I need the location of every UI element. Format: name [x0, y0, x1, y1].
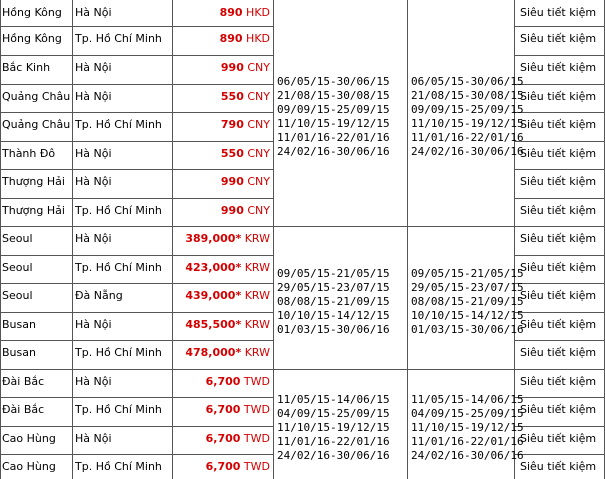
price-value: 990 [220, 61, 244, 74]
price-cell [172, 175, 270, 189]
table-border [0, 169, 273, 170]
destination-cell: Thành Đô [2, 147, 56, 160]
currency-code: CNY [243, 204, 270, 217]
table-border [0, 112, 273, 113]
table-border [407, 0, 408, 479]
origin-cell: Tp. Hồ Chí Minh [75, 118, 162, 131]
price-cell [172, 403, 270, 417]
price-cell [172, 460, 270, 474]
table-border [0, 198, 273, 199]
table-border [273, 369, 514, 370]
travel-period-cell: 06/05/15-30/06/15 21/08/15-30/08/15 09/09/15-25/09/15 11/10/15-19/12/15 11/01/16-22/01/16 24/02/16-30/06/16 [277, 75, 390, 158]
price-value: 990 [220, 175, 244, 188]
origin-cell: Hà Nội [75, 432, 112, 445]
price-value: 478,000* [185, 346, 242, 359]
destination-cell: Thượng Hải [2, 204, 65, 217]
origin-cell: Hà Nội [75, 6, 112, 19]
fare-class-cell: Siêu tiết kiệm [520, 403, 597, 416]
price-value: 890 [219, 32, 243, 45]
currency-code: KRW [241, 232, 270, 245]
fare-class-cell: Siêu tiết kiệm [520, 32, 597, 45]
fare-class-cell: Siêu tiết kiệm [520, 90, 597, 103]
fare-class-cell: Siêu tiết kiệm [520, 460, 597, 473]
destination-cell: Busan [2, 318, 36, 331]
origin-cell: Hà Nội [75, 175, 112, 188]
price-value: 439,000* [185, 289, 242, 302]
price-cell [172, 261, 270, 275]
origin-cell: Đà Nẵng [75, 289, 123, 302]
origin-cell: Hà Nội [75, 375, 112, 388]
price-value: 790 [220, 118, 244, 131]
fare-class-cell: Siêu tiết kiệm [520, 204, 597, 217]
sale-period-cell: 11/05/15-14/06/15 04/09/15-25/09/15 11/10/15-19/12/15 11/01/16-22/01/16 24/02/16-30/06/16 [411, 393, 524, 462]
price-cell [172, 318, 270, 332]
currency-code: KRW [241, 346, 270, 359]
currency-code: HKD [242, 6, 270, 19]
origin-cell: Tp. Hồ Chí Minh [75, 261, 162, 274]
sale-period-cell: 09/05/15-21/05/15 29/05/15-23/07/15 08/08/15-21/09/15 10/10/15-14/12/15 01/03/15-30/06/16 [411, 267, 524, 336]
currency-code: TWD [240, 432, 270, 445]
destination-cell: Hồng Kông [2, 6, 62, 19]
table-border [514, 112, 605, 113]
price-cell [172, 32, 270, 46]
price-value: 423,000* [185, 261, 242, 274]
price-cell [172, 289, 270, 303]
table-border [514, 198, 605, 199]
fare-class-cell: Siêu tiết kiệm [520, 147, 597, 160]
price-cell [172, 232, 270, 246]
currency-code: TWD [240, 403, 270, 416]
price-value: 389,000* [185, 232, 242, 245]
table-border [514, 454, 605, 455]
currency-code: KRW [241, 261, 270, 274]
destination-cell: Bắc Kinh [2, 61, 51, 74]
price-cell [172, 118, 270, 132]
table-border [0, 454, 273, 455]
currency-code: KRW [241, 289, 270, 302]
fare-class-cell: Siêu tiết kiệm [520, 289, 597, 302]
table-border [0, 84, 273, 85]
price-value: 990 [220, 204, 244, 217]
fare-class-cell: Siêu tiết kiệm [520, 318, 597, 331]
table-border [0, 312, 273, 313]
destination-cell: Cao Hùng [2, 460, 56, 473]
price-value: 550 [220, 90, 244, 103]
destination-cell: Đài Bắc [2, 403, 45, 416]
fare-class-cell: Siêu tiết kiệm [520, 118, 597, 131]
table-border [0, 226, 273, 227]
table-border [514, 369, 605, 370]
origin-cell: Hà Nội [75, 147, 112, 160]
price-cell [172, 147, 270, 161]
currency-code: HKD [242, 32, 270, 45]
table-border [0, 26, 273, 27]
price-value: 550 [220, 147, 244, 160]
fare-class-cell: Siêu tiết kiệm [520, 375, 597, 388]
price-cell [172, 6, 270, 20]
fare-class-cell: Siêu tiết kiệm [520, 61, 597, 74]
table-border [0, 340, 273, 341]
price-value: 6,700 [205, 432, 241, 445]
table-border [514, 226, 605, 227]
destination-cell: Thượng Hải [2, 175, 65, 188]
price-cell [172, 204, 270, 218]
destination-cell: Đài Bắc [2, 375, 45, 388]
table-border [514, 312, 605, 313]
price-value: 6,700 [205, 403, 241, 416]
sale-period-cell: 06/05/15-30/06/15 21/08/15-30/08/15 09/09/15-25/09/15 11/10/15-19/12/15 11/01/16-22/01/16 24/02/16-30/06/16 [411, 75, 524, 158]
table-border [273, 226, 514, 227]
table-border [0, 426, 273, 427]
origin-cell: Tp. Hồ Chí Minh [75, 403, 162, 416]
origin-cell: Hà Nội [75, 61, 112, 74]
currency-code: CNY [243, 147, 270, 160]
currency-code: TWD [240, 375, 270, 388]
currency-code: CNY [243, 118, 270, 131]
travel-period-cell: 11/05/15-14/06/15 04/09/15-25/09/15 11/10/15-19/12/15 11/01/16-22/01/16 24/02/16-30/06/16 [277, 393, 390, 462]
destination-cell: Seoul [2, 261, 33, 274]
table-border [0, 141, 273, 142]
table-border [0, 369, 273, 370]
table-border [514, 426, 605, 427]
destination-cell: Quảng Châu [2, 90, 71, 103]
price-value: 6,700 [205, 460, 241, 473]
currency-code: CNY [243, 61, 270, 74]
destination-cell: Cao Hùng [2, 432, 56, 445]
destination-cell: Hồng Kông [2, 32, 62, 45]
origin-cell: Hà Nội [75, 90, 112, 103]
price-value: 6,700 [205, 375, 241, 388]
table-border [0, 255, 273, 256]
price-cell [172, 61, 270, 75]
currency-code: CNY [243, 175, 270, 188]
currency-code: KRW [241, 318, 270, 331]
destination-cell: Quảng Châu [2, 118, 71, 131]
origin-cell: Tp. Hồ Chí Minh [75, 346, 162, 359]
table-border [514, 397, 605, 398]
fare-class-cell: Siêu tiết kiệm [520, 261, 597, 274]
fare-class-cell: Siêu tiết kiệm [520, 175, 597, 188]
table-border [514, 141, 605, 142]
table-border [0, 55, 273, 56]
travel-period-cell: 09/05/15-21/05/15 29/05/15-23/07/15 08/08/15-21/09/15 10/10/15-14/12/15 01/03/15-30/06/16 [277, 267, 390, 336]
price-value: 485,500* [185, 318, 242, 331]
price-cell [172, 375, 270, 389]
origin-cell: Tp. Hồ Chí Minh [75, 460, 162, 473]
price-cell [172, 90, 270, 104]
table-border [514, 169, 605, 170]
price-cell [172, 432, 270, 446]
destination-cell: Busan [2, 346, 36, 359]
origin-cell: Tp. Hồ Chí Minh [75, 204, 162, 217]
fare-class-cell: Siêu tiết kiệm [520, 346, 597, 359]
price-cell [172, 346, 270, 360]
table-border [0, 397, 273, 398]
origin-cell: Hà Nội [75, 318, 112, 331]
origin-cell: Tp. Hồ Chí Minh [75, 32, 162, 45]
destination-cell: Seoul [2, 289, 33, 302]
table-border [72, 0, 73, 479]
table-border [514, 84, 605, 85]
fare-class-cell: Siêu tiết kiệm [520, 232, 597, 245]
currency-code: CNY [243, 90, 270, 103]
fare-class-cell: Siêu tiết kiệm [520, 432, 597, 445]
price-value: 890 [219, 6, 243, 19]
table-border [514, 255, 605, 256]
currency-code: TWD [240, 460, 270, 473]
table-border [0, 0, 1, 479]
table-border [514, 55, 605, 56]
fare-class-cell: Siêu tiết kiệm [520, 6, 597, 19]
table-border [514, 340, 605, 341]
origin-cell: Hà Nội [75, 232, 112, 245]
table-border [273, 0, 274, 479]
destination-cell: Seoul [2, 232, 33, 245]
table-border [514, 26, 605, 27]
table-border [514, 283, 605, 284]
table-border [0, 283, 273, 284]
